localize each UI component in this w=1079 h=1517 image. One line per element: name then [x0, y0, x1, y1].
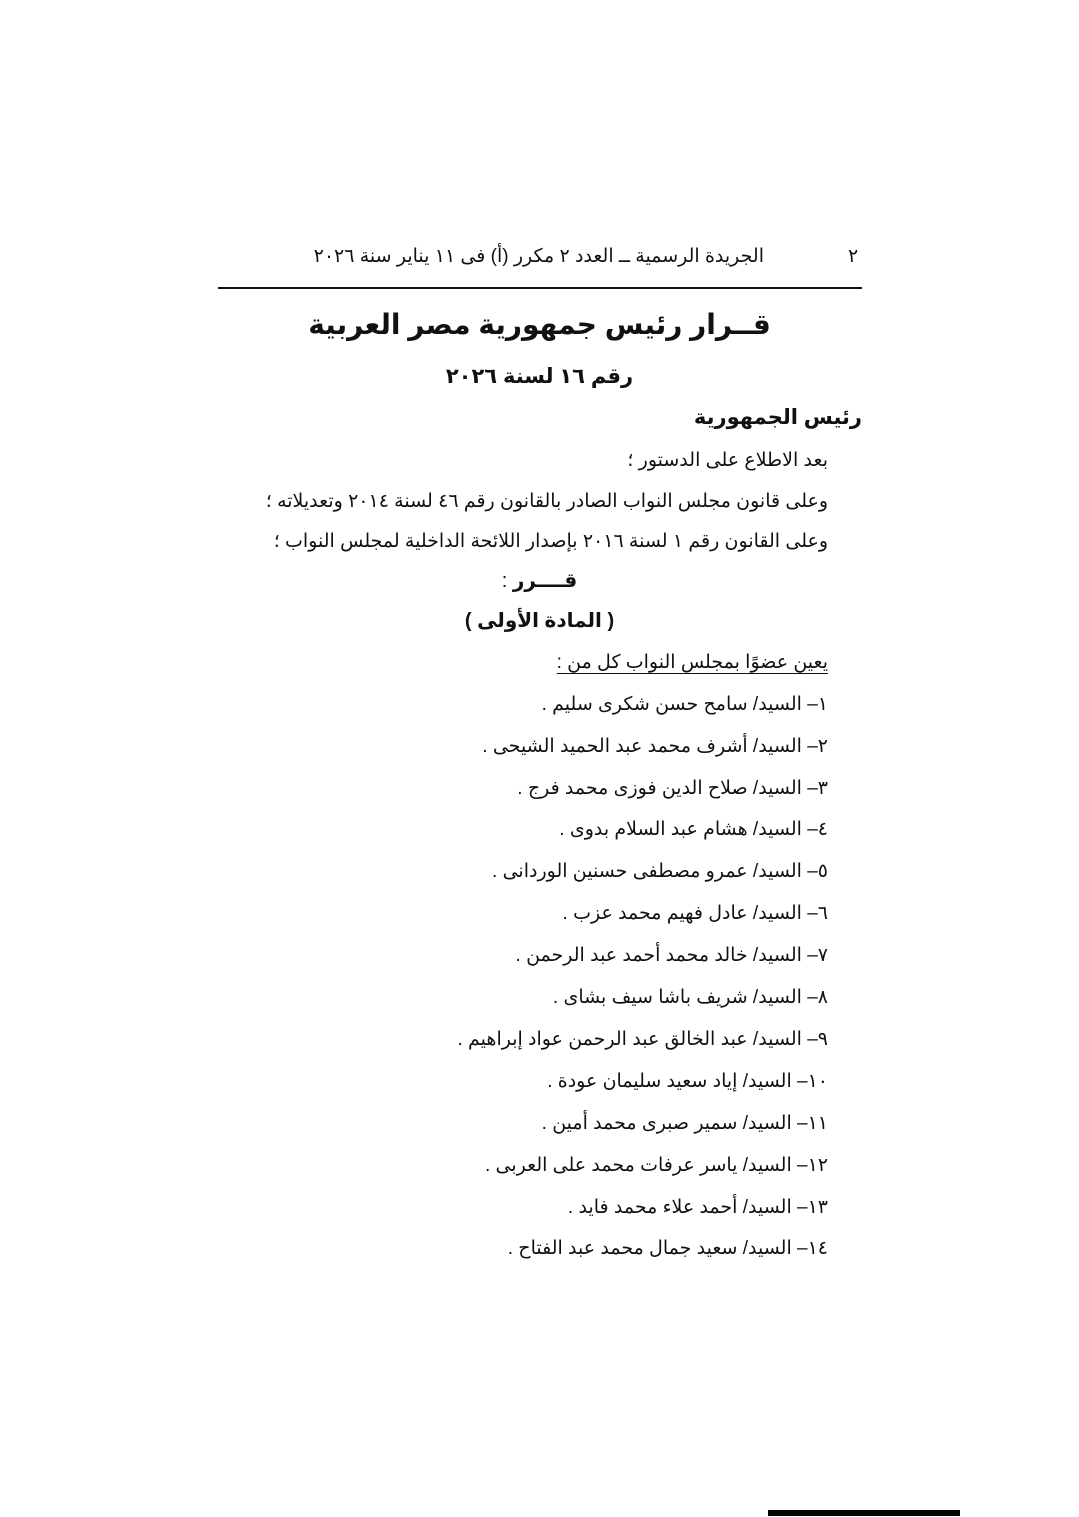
member-item: ٧– السيد/ خالد محمد أحمد عبد الرحمن . [515, 945, 828, 966]
member-item: ١٤– السيد/ سعيد جمال محمد عبد الفتاح . [507, 1238, 828, 1259]
decided-label: قــــرر [512, 570, 578, 592]
decree-number: رقم ١٦ لسنة ٢٠٢٦ [445, 365, 634, 388]
article-heading: ( المادة الأولى ) [464, 610, 615, 632]
decree-title [0, 308, 1079, 341]
preamble-line: بعد الاطلاع على الدستور ؛ [627, 450, 828, 471]
member-item: ٤– السيد/ هشام عبد السلام بدوى . [559, 819, 828, 840]
member-item: ٦– السيد/ عادل فهيم محمد عزب . [562, 903, 828, 924]
footer-bar [768, 1510, 960, 1516]
decided-colon: : [501, 570, 513, 592]
decided-heading [0, 568, 1079, 593]
decree-title-text: قــرار رئيس جمهورية مصر العربية [308, 309, 771, 340]
member-item: ١٠– السيد/ إياد سعيد سليمان عودة . [547, 1071, 828, 1092]
member-item: ٣– السيد/ صلاح الدين فوزى محمد فرج . [517, 778, 828, 799]
member-item: ٩– السيد/ عبد الخالق عبد الرحمن عواد إبراهيم . [457, 1029, 828, 1050]
gazette-header: الجريدة الرسمية ــ العدد ٢ مكرر (أ) فى ١١ يناير سنة ٢٠٢٦ [313, 246, 764, 267]
member-item: ٨– السيد/ شريف باشا سيف بشاى . [552, 987, 828, 1008]
member-item: ٥– السيد/ عمرو مصطفى حسنين الوردانى . [492, 861, 828, 882]
member-item: ١٣– السيد/ أحمد علاء محمد فايد . [567, 1197, 828, 1218]
member-item: ١١– السيد/ سمير صبرى محمد أمين . [541, 1113, 828, 1134]
member-item: ١– السيد/ سامح حسن شكرى سليم . [541, 694, 828, 715]
header-divider [218, 287, 862, 289]
preamble-line: وعلى قانون مجلس النواب الصادر بالقانون رقم ٤٦ لسنة ٢٠١٤ وتعديلاته ؛ [265, 491, 828, 512]
page-number: ٢ [848, 246, 859, 267]
member-item: ١٢– السيد/ ياسر عرفات محمد على العربى . [485, 1155, 828, 1176]
appointment-intro: يعين عضوًا بمجلس النواب كل من : [556, 652, 828, 673]
issuer-heading: رئيس الجمهورية [693, 406, 862, 429]
member-item: ٢– السيد/ أشرف محمد عبد الحميد الشيحى . [482, 736, 828, 757]
preamble-line: وعلى القانون رقم ١ لسنة ٢٠١٦ بإصدار اللائحة الداخلية لمجلس النواب ؛ [273, 531, 828, 552]
